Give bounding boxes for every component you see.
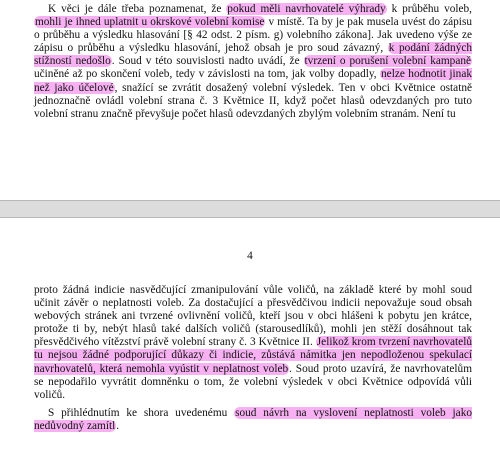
highlighted-text: pokud měli navrhovatelé výhrady	[227, 3, 386, 15]
page1-paragraph	[34, 3, 472, 121]
highlighted-text: mohli je ihned uplatnit u okrskové volební komise	[35, 16, 265, 29]
page-number: 4	[247, 250, 253, 262]
highlighted-text: nelze hodnotit jinak než jako účelové	[34, 68, 472, 94]
text-segment: učiněné až po skončení voleb, tedy v závislosti na tom, jak volby dopadly,	[34, 68, 381, 81]
text-segment: k průběhu voleb,	[386, 3, 473, 15]
highlighted-text: k podání žádných stížností nedošlo	[34, 42, 472, 68]
highlighted-text: tvrzení o porušení volební kampaně	[304, 55, 471, 68]
page2-paragraph-2	[34, 407, 472, 433]
text-segment: proto žádná indicie nasvědčující zmanipulování vůle voličů, na základě které by mohl soud učinit závěr o neplatnosti voleb. Za dostačující a přesvědčivou indicii nepovažuje soud obsah webových stránek ani tvrzené ovlivnění voličů, kteří jsou v obci hlášeni k pobytu jen krátce, protože ti by, nebýt hlasů také dalších voličů (starousedlíků), mohli jen stěží dosáhnout tak přesvědčivého vítězství právě volební strany č. 3 Květnice II.	[34, 284, 472, 349]
text-segment: . Soud v této souvislosti nadto uvádí, že	[111, 55, 304, 68]
page-1	[0, 0, 500, 200]
text-segment: S přihlédnutím ke shora uvedenému	[48, 407, 235, 419]
text-segment: K věci je dále třeba poznamenat, že	[48, 3, 227, 15]
highlighted-text: Jelikož krom tvrzení navrhovatelů tu nejsou žádné podporující důkazy či indicie, zůstává námitka jen nepodloženou spekulací navrhovatelů, která nemohla vyústit v neplatnost voleb	[34, 336, 472, 375]
highlighted-text: soud návrh na vyslovení neplatnosti voleb jako nedůvodný zamítl	[34, 407, 472, 433]
text-segment: v místě. Ta by je pak musela uvést do zápisu o průběhu a výsledku hlasování [§ 42 odst. 2 písm. g) volebního zákona]. Jak uvedeno výše ze zápisu o průběhu a výsledku hlasování, jehož obsah je pro soud závazný,	[34, 16, 472, 55]
page2-paragraph-1	[34, 284, 472, 402]
page-2	[0, 218, 500, 453]
page-separator	[0, 200, 500, 218]
text-segment: . Soud proto uzavírá, že navrhovatelům se nepodařilo vyvrátit domněnku o tom, že volební výsledek v obci Květnice odpovídá vůli voličů.	[34, 362, 472, 401]
text-segment: .	[116, 420, 120, 433]
text-segment: , snažící se zvrátit dosažený volební výsledek. Ten v obci Květnice ostatně jednoznačně ovládl volební strana č. 3 Květnice II, když počet hlasů odevzdaných pro tuto volební stranu značně převyšuje počet hlasů odevzdaných zbylým volebním stranám. Není tu	[34, 81, 472, 120]
separator-top-edge	[0, 200, 500, 201]
